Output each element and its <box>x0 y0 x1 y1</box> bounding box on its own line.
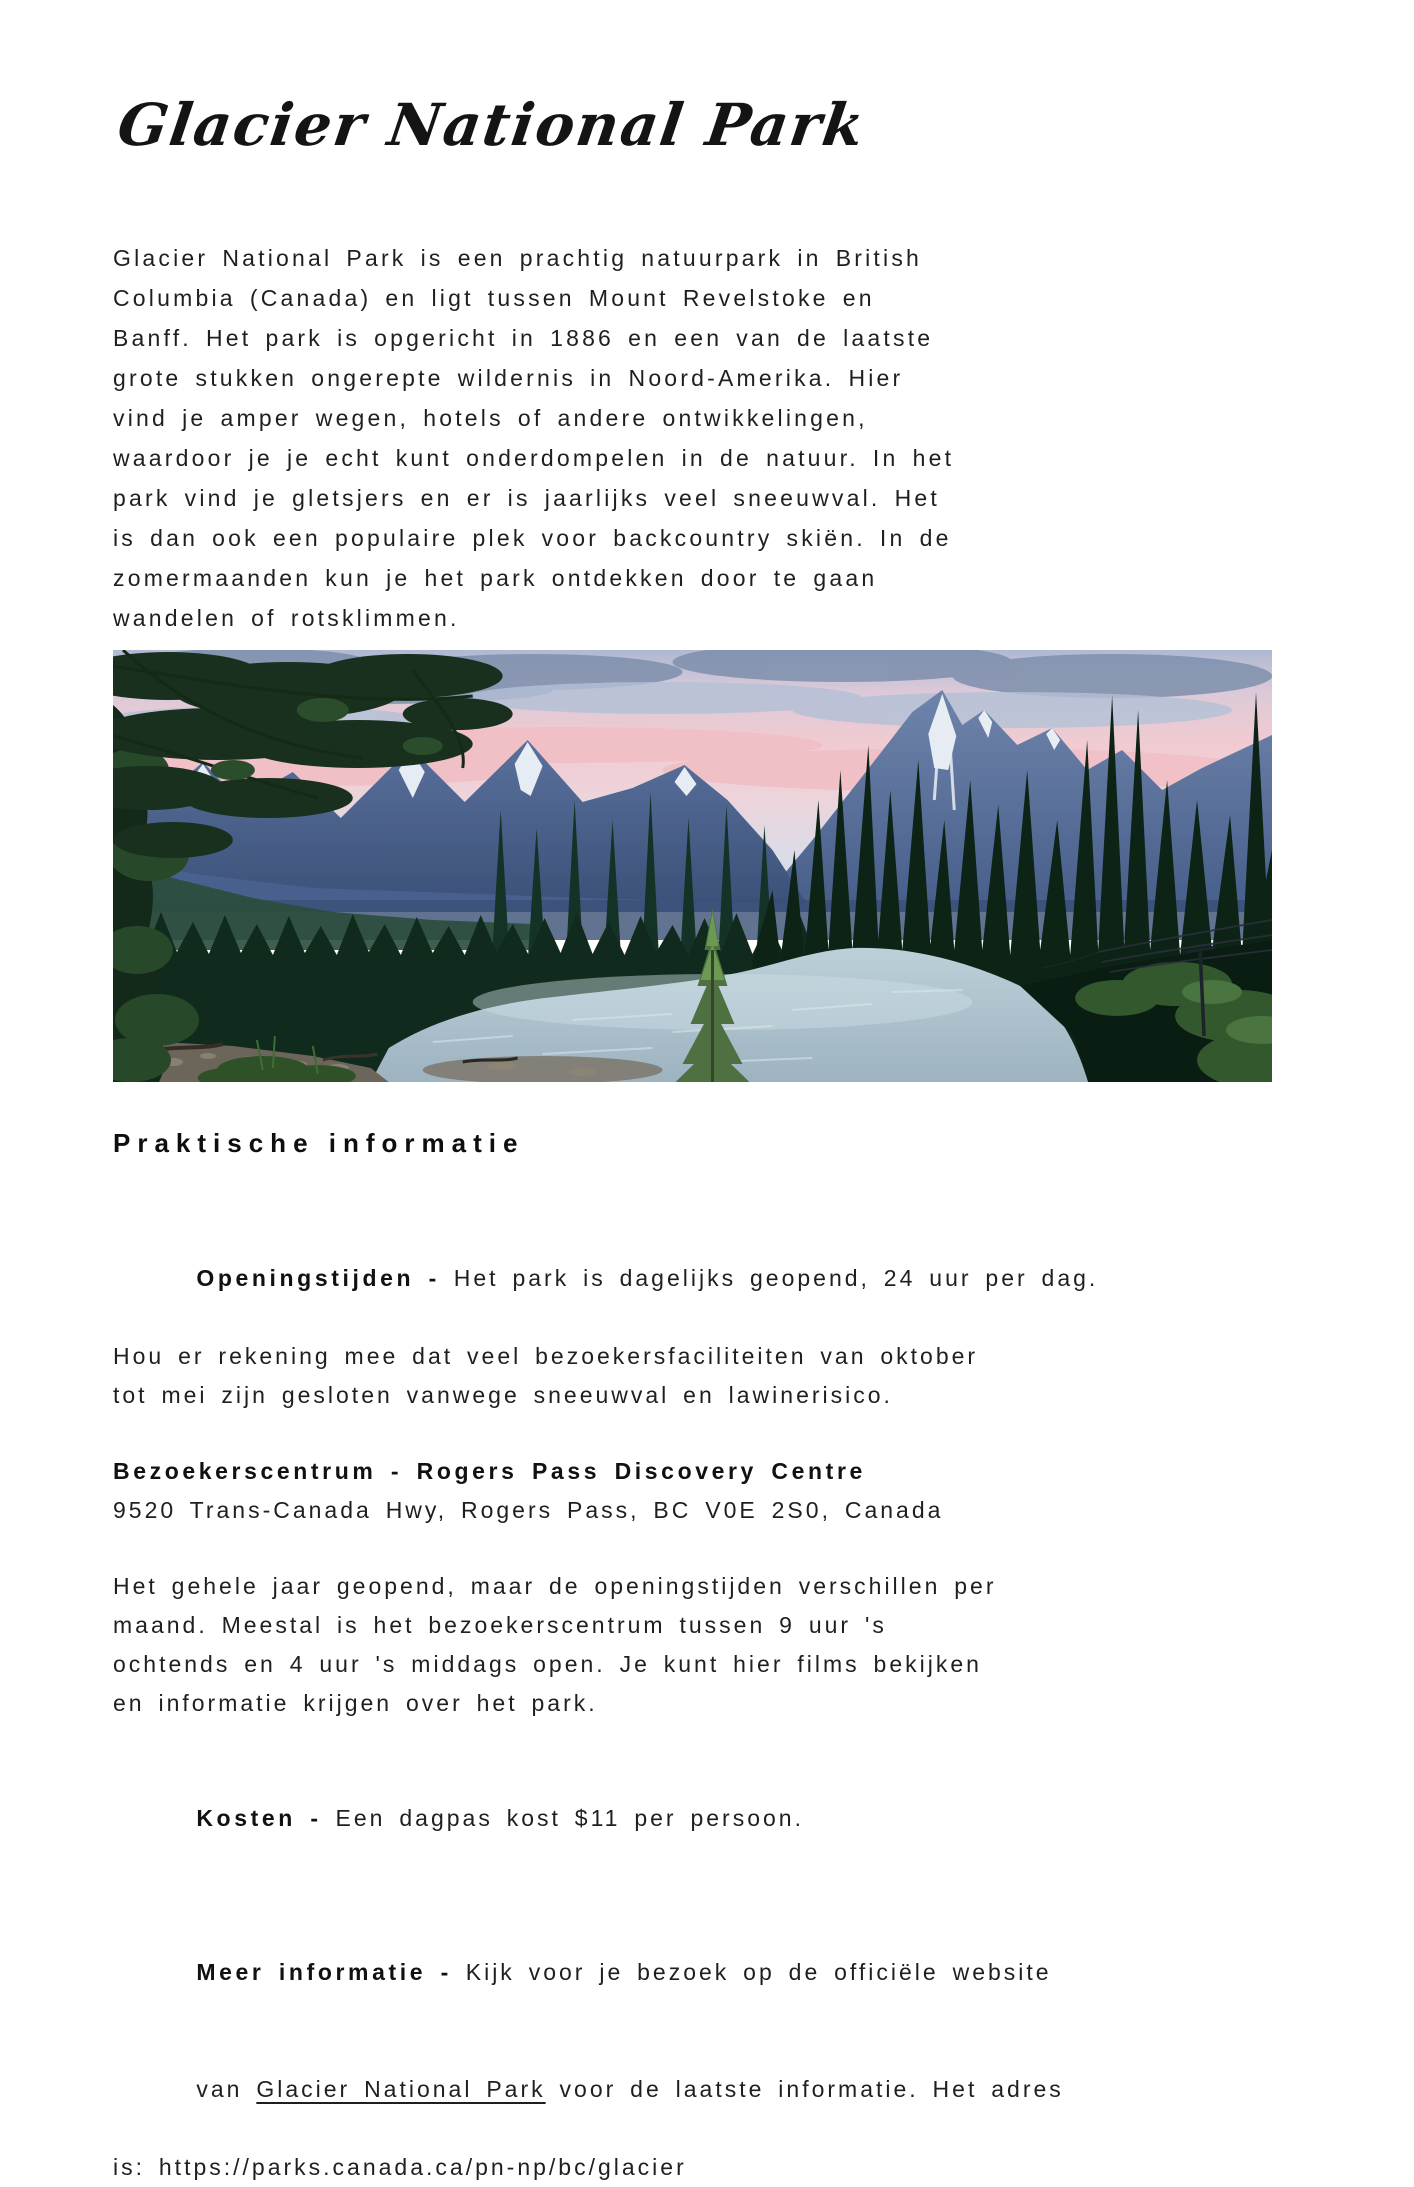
website-url: is: https://parks.canada.ca/pn-np/bc/glacier <box>113 2154 687 2180</box>
opening-hours-line: Hou er rekening mee dat veel bezoekersfaciliteiten van oktober <box>113 1343 979 1369</box>
glacier-park-link[interactable]: Glacier National Park <box>256 2076 546 2102</box>
visitor-centre-hours-line: maand. Meestal is het bezoekerscentrum tussen 9 uur 's <box>113 1612 887 1638</box>
intro-line: zomermaanden kun je het park ontdekken door te gaan <box>113 565 878 591</box>
visitor-centre-hours-line: en informatie krijgen over het park. <box>113 1690 598 1716</box>
visitor-centre-hours-line: Het gehele jaar geopend, maar de openingstijden verschillen per <box>113 1573 997 1599</box>
more-info-line <box>113 2031 1274 2148</box>
practical-info-heading: Praktische informatie <box>113 1128 525 1158</box>
more-info-line <box>113 1914 1274 2031</box>
opening-hours-text: Het park is dagelijks geopend, 24 uur per dag. <box>439 1265 1099 1291</box>
page-title: Glacier National Park <box>113 91 870 159</box>
cost-line <box>113 1760 1274 1877</box>
intro-line: wandelen of rotsklimmen. <box>113 605 460 631</box>
more-info-label: Meer informatie - <box>196 1959 452 1985</box>
intro-line: grote stukken ongerepte wildernis in Noord-Amerika. Hier <box>113 365 904 391</box>
opening-hours-section <box>113 1220 1274 1415</box>
cost-text: Een dagpas kost $11 per persoon. <box>321 1805 804 1831</box>
intro-line: Columbia (Canada) en ligt tussen Mount Revelstoke en <box>113 285 875 311</box>
park-photo <box>113 650 1272 1082</box>
intro-line: Banff. Het park is opgericht in 1886 en een van de laatste <box>113 325 934 351</box>
visitor-centre-title: Bezoekerscentrum - Rogers Pass Discovery Centre <box>113 1458 866 1484</box>
more-info-text: voor de laatste informatie. Het adres <box>545 2076 1064 2102</box>
more-info-text: van <box>196 2076 257 2102</box>
opening-hours-label: Openingstijden - <box>196 1265 440 1291</box>
intro-line: is dan ook een populaire plek voor backcountry skiën. In de <box>113 525 952 551</box>
visitor-centre-hours-paragraph <box>113 1567 1274 1723</box>
visitor-centre-hours-line: ochtends en 4 uur 's middags open. Je kunt hier films bekijken <box>113 1651 982 1677</box>
visitor-centre-address: 9520 Trans-Canada Hwy, Rogers Pass, BC V0E 2S0, Canada <box>113 1497 944 1523</box>
more-info-section <box>113 1914 1274 2187</box>
mountain-river-dusk-illustration <box>113 650 1272 1082</box>
intro-line: park vind je gletsjers en er is jaarlijks veel sneeuwval. Het <box>113 485 940 511</box>
more-info-text: Kijk voor je bezoek op de officiële website <box>451 1959 1052 1985</box>
cost-section <box>113 1760 1274 1877</box>
intro-paragraph <box>113 238 1274 638</box>
intro-line: Glacier National Park is een prachtig natuurpark in British <box>113 245 923 271</box>
intro-line: waardoor je je echt kunt onderdompelen in de natuur. In het <box>113 445 955 471</box>
opening-hours-line <box>113 1220 1274 1337</box>
visitor-centre-section <box>113 1452 1274 1530</box>
cost-label: Kosten - <box>196 1805 322 1831</box>
intro-line: vind je amper wegen, hotels of andere ontwikkelingen, <box>113 405 868 431</box>
opening-hours-line: tot mei zijn gesloten vanwege sneeuwval en lawinerisico. <box>113 1382 893 1408</box>
